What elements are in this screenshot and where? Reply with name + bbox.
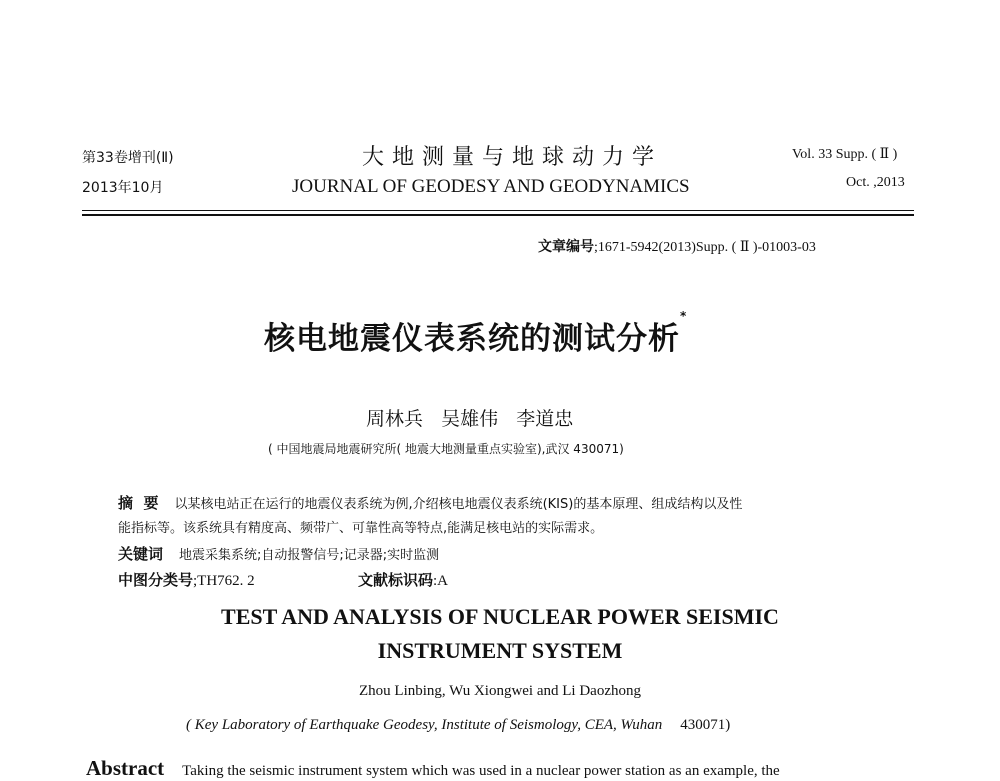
clc-value: ;TH762. 2 — [193, 573, 255, 589]
keywords-cn-value: 地震采集系统;自动报警信号;记录器;实时监测 — [179, 548, 440, 563]
classification-doc — [358, 569, 448, 590]
volume-cn: 第33卷增刊(Ⅱ) — [82, 150, 174, 166]
paper-title-en-line1: TEST AND ANALYSIS OF NUCLEAR POWER SEISMIC — [221, 604, 779, 629]
journal-title-cn: 大地测量与地球动力学 — [362, 145, 663, 170]
article-number — [538, 236, 816, 256]
header-rule-top — [82, 210, 914, 211]
keywords-cn — [118, 543, 439, 564]
journal-title-en: JOURNAL OF GEODESY AND GEODYNAMICS — [292, 176, 690, 197]
header-rule-bottom — [82, 214, 914, 216]
article-number-value: ;1671-5942(2013)Supp. ( Ⅱ )-01003-03 — [594, 240, 816, 255]
article-number-label: 文章编号 — [538, 239, 594, 255]
volume-en: Vol. 33 Supp. ( Ⅱ ) — [792, 147, 898, 162]
paper-title-cn-text: 核电地震仪表系统的测试分析 — [264, 321, 680, 357]
abstract-en-label: Abstract — [86, 756, 165, 780]
paper-title-en-line2: INSTRUMENT SYSTEM — [377, 638, 623, 663]
classification-clc — [118, 569, 255, 590]
authors-en: Zhou Linbing, Wu Xiongwei and Li Daozhong — [359, 683, 641, 699]
abstract-cn-label: 摘 要 — [118, 494, 159, 512]
abstract-cn-text1: 以某核电站正在运行的地震仪表系统为例,介绍核电地震仪表系统(KIS)的基本原理、组成结构以及性 — [174, 497, 743, 512]
doc-code-value: :A — [433, 573, 449, 589]
clc-label: 中图分类号 — [118, 571, 194, 589]
affiliation-en-text: ( Key Laboratory of Earthquake Geodesy, Institute of Seismology, CEA, Wuhan — [186, 717, 663, 733]
affiliation-cn: ( 中国地震局地震研究所( 地震大地测量重点实验室),武汉 430071) — [268, 442, 624, 456]
affiliation-en-code: 430071) — [680, 717, 731, 733]
date-cn: 2013年10月 — [82, 180, 164, 196]
keywords-cn-label: 关键词 — [118, 545, 164, 563]
abstract-en-line1 — [86, 756, 780, 781]
abstract-en-text: Taking the seismic instrument system which was used in a nuclear power station as an example, the — [182, 763, 780, 779]
abstract-cn-line1 — [118, 492, 742, 513]
title-footnote-mark: * — [680, 309, 688, 323]
paper-title-cn — [264, 309, 688, 358]
abstract-cn-line2: 能指标等。该系统具有精度高、频带广、可靠性高等特点,能满足核电站的实际需求。 — [118, 521, 604, 536]
authors-cn: 周林兵 吴雄伟 李道忠 — [366, 408, 574, 430]
doc-code-label: 文献标识码 — [358, 571, 434, 589]
date-en: Oct. ,2013 — [846, 175, 905, 190]
affiliation-en — [186, 717, 730, 734]
